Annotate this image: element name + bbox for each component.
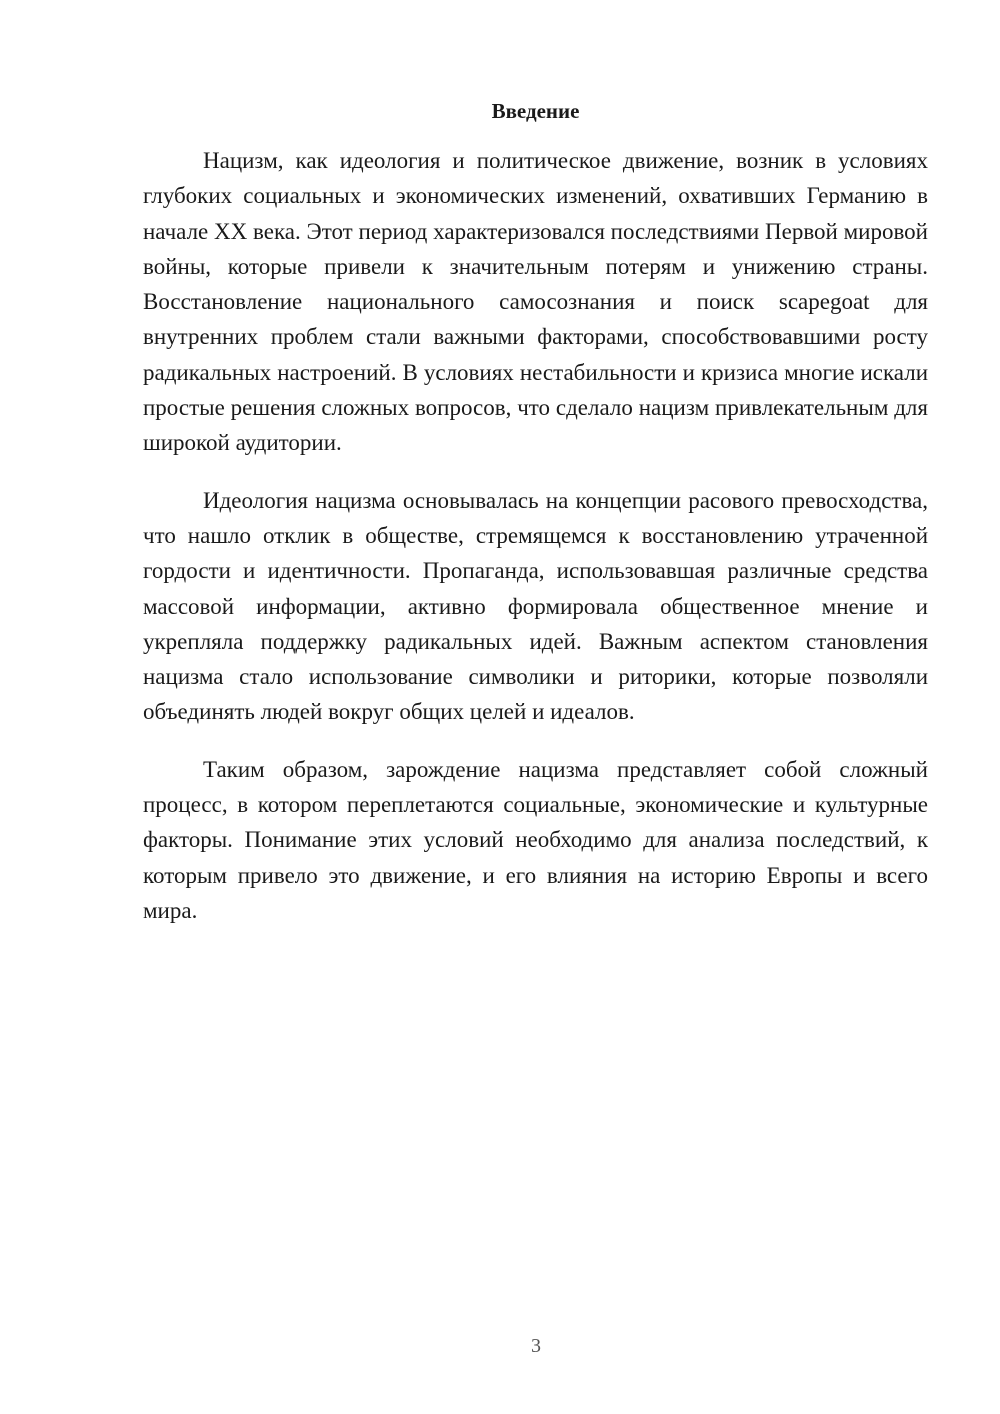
body-text <box>143 143 928 950</box>
paragraph-2: Идеология нацизма основывалась на концепции расового превосходства, что нашло отклик в обществе, стремящемся к восстановлению утраченной гордости и идентичности. Пропаганда, использовавшая различные средства массовой информации, активно формировала общественное мнение и укрепляла поддержку радикальных идей. Важным аспектом становления нацизма стало использование символики и риторики, которые позволяли объединять людей вокруг общих целей и идеалов. <box>143 487 928 725</box>
section-title: Введение <box>491 99 580 123</box>
paragraph-3: Таким образом, зарождение нацизма представляет собой сложный процесс, в котором переплетаются социальные, экономические и культурные факторы. Понимание этих условий необходимо для анализа последствий, к которым привело это движение, и его влияния на историю Европы и всего мира. <box>143 756 928 923</box>
page-number: 3 <box>531 1335 541 1357</box>
paragraph-1: Нацизм, как идеология и политическое движение, возник в условиях глубоких социальных и экономических изменений, охвативших Германию в начале XX века. Этот период характеризовался последствиями Первой мировой войны, которые привели к значительным потерям и унижению страны. Восстановление национального самосознания и поиск scapegoat для внутренних проблем стали важными факторами, способствовавшими росту радикальных настроений. В условиях нестабильности и кризиса многие искали простые решения сложных вопросов, что сделало нацизм привлекательным для широкой аудитории. <box>143 148 928 456</box>
